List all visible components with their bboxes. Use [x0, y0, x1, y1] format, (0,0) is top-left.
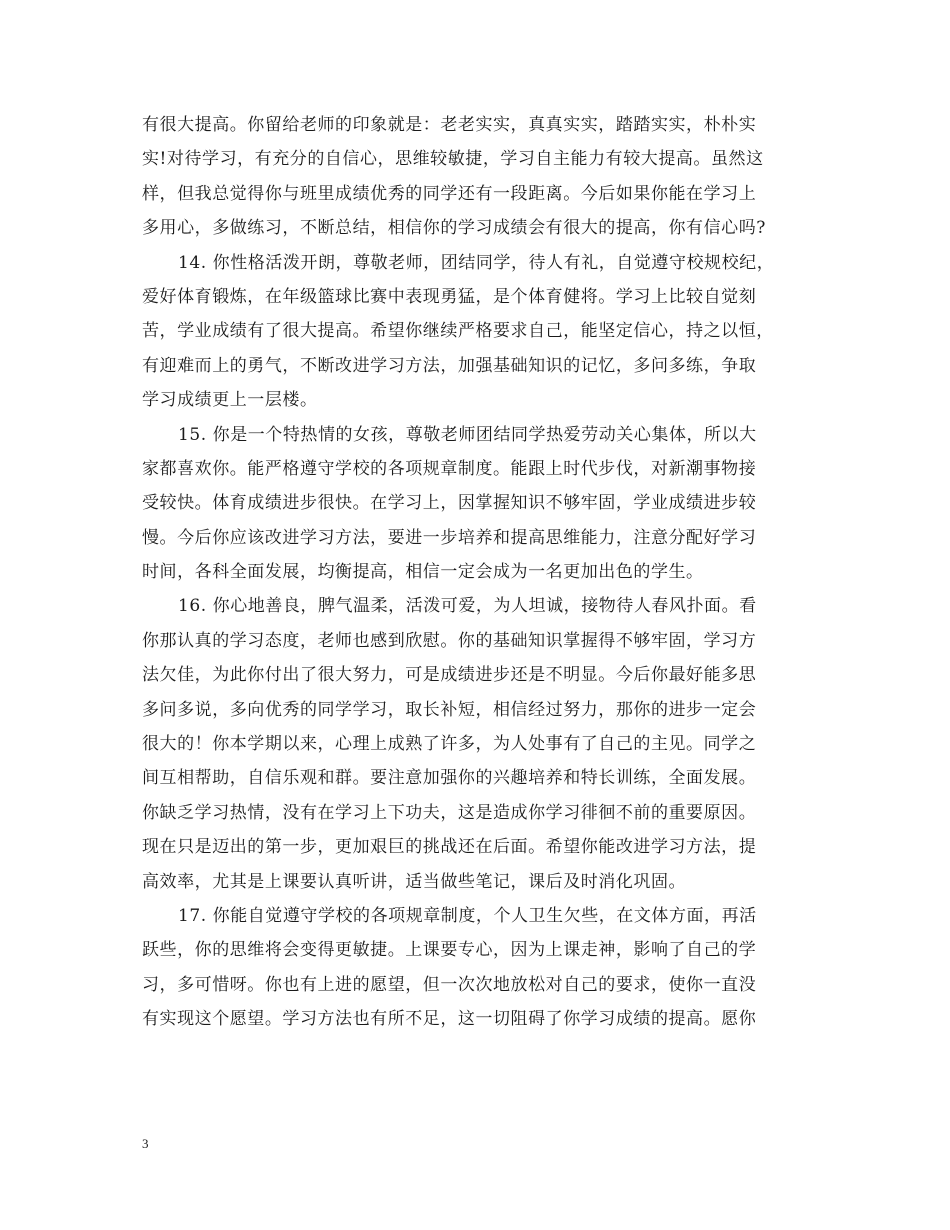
text-line: 多问多说，多向优秀的同学学习，取长补短，相信经过努力，那你的进步一定会	[142, 699, 757, 720]
text-line: 慢。今后你应该改进学习方法，要进一步培养和提高思维能力，注意分配好学习	[142, 527, 757, 548]
paragraph-first-line: 17. 你能自觉遵守学校的各项规章制度，个人卫生欠些，在文体方面，再活	[178, 905, 757, 926]
text-line: 有很大提高。你留给老师的印象就是：老老实实，真真实实，踏踏实实，朴朴实	[142, 115, 757, 135]
text-line: 苦，学业成绩有了很大提高。希望你继续严格要求自己，能坚定信心，持之以恒，	[142, 321, 774, 342]
text-line: 样，但我总觉得你与班里成绩优秀的同学还有一段距离。今后如果你能在学习上	[142, 183, 757, 204]
text-line: 你缺乏学习热情，没有在学习上下功夫，这是造成你学习徘徊不前的重要原因。	[142, 802, 757, 823]
paragraph-first-line: 14. 你性格活泼开朗，尊敬老师，团结同学，待人有礼，自觉遵守校规校纪，	[178, 252, 775, 273]
text-line: 很大的！你本学期以来，心理上成熟了许多，为人处事有了自己的主见。同学之	[142, 734, 757, 755]
text-line: 你那认真的学习态度，老师也感到欣慰。你的基础知识掌握得不够牢固，学习方	[142, 630, 757, 651]
paragraph-first-line: 15. 你是一个特热情的女孩，尊敬老师团结同学热爱劳动关心集体，所以大	[178, 424, 757, 445]
document-body	[142, 108, 810, 1037]
text-line: 有迎难而上的勇气，不断改进学习方法，加强基础知识的记忆，多问多练，争取	[142, 355, 757, 376]
text-line: 习，多可惜呀。你也有上进的愿望，但一次次地放松对自己的要求，使你一直没	[142, 974, 757, 995]
text-line: 多用心，多做练习，不断总结，相信你的学习成绩会有很大的提高，你有信心吗?	[142, 218, 766, 239]
page-number: 3	[142, 1136, 149, 1151]
text-line: 实!对待学习，有充分的自信心，思维较敏捷，学习自主能力有较大提高。虽然这	[142, 149, 764, 170]
text-line: 爱好体育锻炼，在年级篮球比赛中表现勇猛，是个体育健将。学习上比较自觉刻	[142, 286, 757, 307]
paragraph-first-line: 16. 你心地善良，脾气温柔，活泼可爱，为人坦诚，接物待人春风扑面。看	[178, 596, 757, 617]
text-line: 家都喜欢你。能严格遵守学校的各项规章制度。能跟上时代步伐，对新潮事物接	[142, 458, 757, 479]
text-line: 高效率，尤其是上课要认真听讲，适当做些笔记，课后及时消化巩固。	[142, 871, 687, 892]
text-line: 受较快。体育成绩进步很快。在学习上，因掌握知识不够牢固，学业成绩进步较	[142, 493, 757, 514]
text-line: 法欠佳，为此你付出了很大努力，可是成绩进步还是不明显。今后你最好能多思	[142, 665, 757, 686]
text-line: 学习成绩更上一层楼。	[142, 390, 318, 411]
text-line: 时间，各科全面发展，均衡提高，相信一定会成为一名更加出色的学生。	[142, 562, 704, 583]
text-line: 跃些，你的思维将会变得更敏捷。上课要专心，因为上课走神，影响了自己的学	[142, 940, 757, 961]
text-line: 现在只是迈出的第一步，更加艰巨的挑战还在后面。希望你能改进学习方法，提	[142, 837, 757, 858]
text-line: 间互相帮助，自信乐观和群。要注意加强你的兴趣培养和特长训练，全面发展。	[142, 768, 757, 789]
text-line: 有实现这个愿望。学习方法也有所不足，这一切阻碍了你学习成绩的提高。愿你	[142, 1009, 757, 1030]
